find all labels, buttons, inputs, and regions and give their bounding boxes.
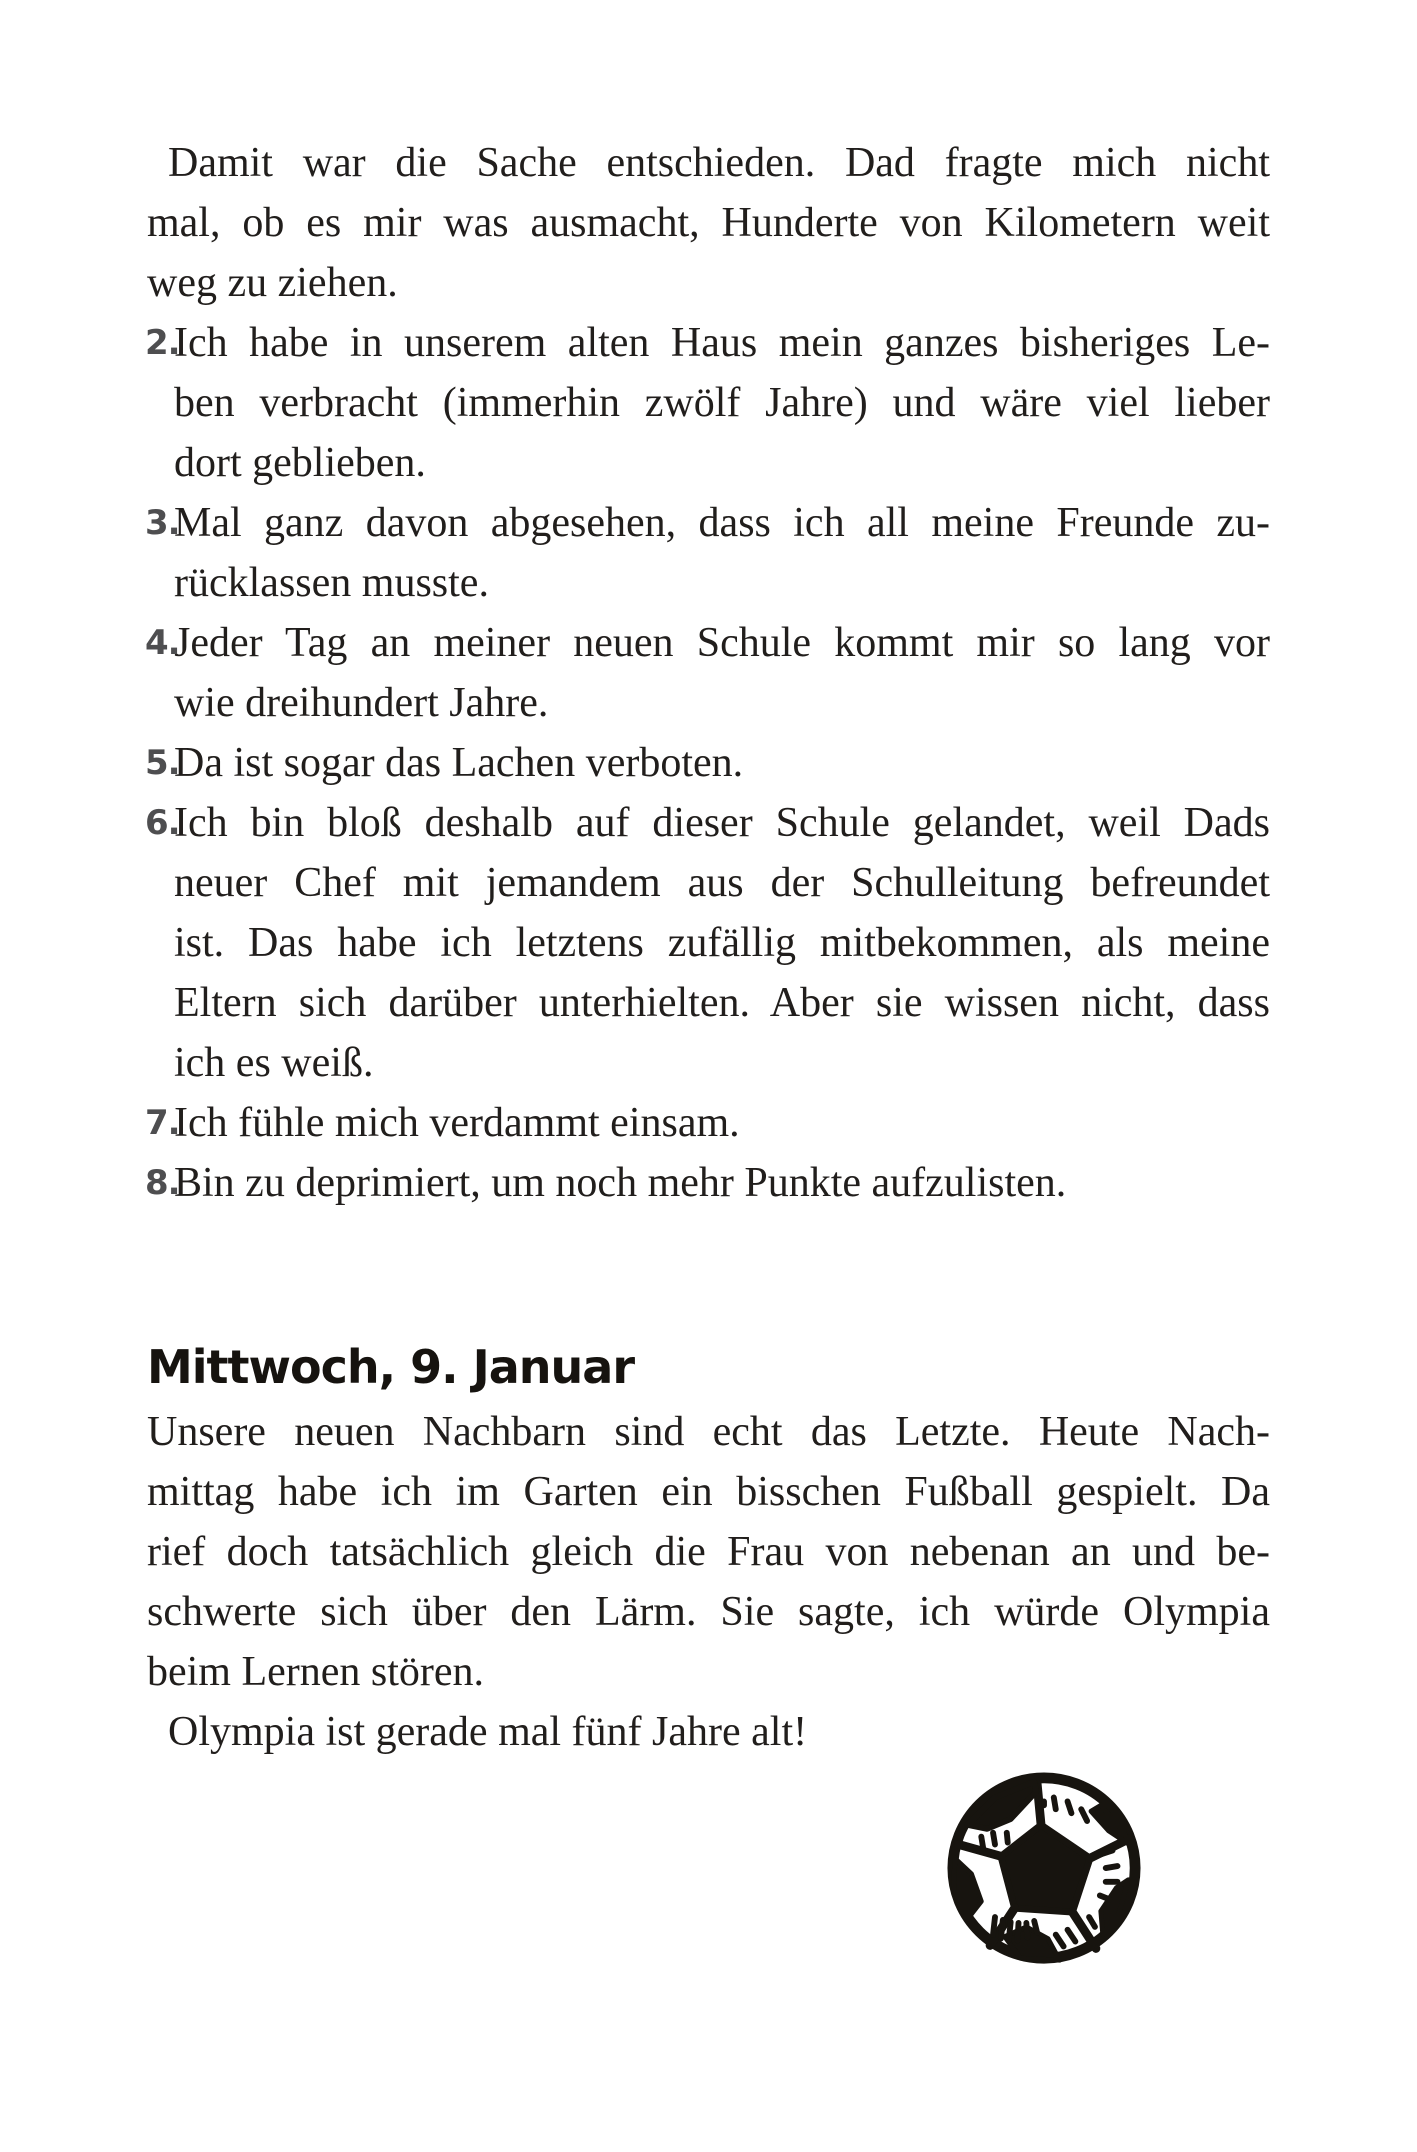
text-line: Ich fühle mich verdammt einsam.: [174, 1100, 740, 1146]
list-item-text: [174, 493, 1270, 613]
entry-paragraph: [147, 1402, 1270, 1702]
list-item-text: [174, 733, 1270, 793]
list-item: [147, 613, 1270, 733]
text-line: Da ist sogar das Lachen verboten.: [174, 740, 744, 786]
list-item: [147, 313, 1270, 493]
text-line: rücklassen musste.: [174, 560, 489, 606]
text-line: ich es weiß.: [174, 1040, 374, 1086]
list-item: [147, 1093, 1270, 1153]
list-item-text: [174, 613, 1270, 733]
text-line: Jeder Tag an meiner neuen Schule kommt mir so lang vor: [174, 620, 1270, 666]
opening-paragraph: [147, 133, 1270, 313]
soccer-ball-icon: [945, 1772, 1143, 1968]
text-line: Olympia ist gerade mal fünf Jahre alt!: [168, 1709, 808, 1755]
list-item: [147, 493, 1270, 613]
list-number: 7.: [145, 1103, 180, 1143]
text-line: Bin zu deprimiert, um noch mehr Punkte aufzulisten.: [174, 1160, 1067, 1206]
text-line: rief doch tatsächlich gleich die Frau von nebenan an und be-: [147, 1529, 1270, 1575]
soccer-ball-illustration: [945, 1772, 1143, 1968]
list-item-text: [174, 1153, 1270, 1213]
text-line: Damit war die Sache entschieden. Dad fragte mich nicht: [168, 140, 1270, 186]
text-line: neuer Chef mit jemandem aus der Schulleitung befreundet: [174, 860, 1270, 906]
page-text: [147, 133, 1270, 1762]
list-number: 4.: [145, 623, 180, 663]
list-item: [147, 793, 1270, 1093]
text-line: Mal ganz davon abgesehen, dass ich all meine Freunde zu-: [174, 500, 1270, 546]
text-line: beim Lernen stören.: [147, 1649, 485, 1695]
text-line: mal, ob es mir was ausmacht, Hunderte von Kilometern weit: [147, 200, 1270, 246]
list-number: 5.: [145, 743, 180, 783]
text-line: wie dreihundert Jahre.: [174, 680, 549, 726]
text-line: schwerte sich über den Lärm. Sie sagte, ich würde Olympia: [147, 1589, 1270, 1635]
numbered-list: [147, 313, 1270, 1213]
text-line: weg zu ziehen.: [147, 260, 398, 306]
text-line: Ich bin bloß deshalb auf dieser Schule gelandet, weil Dads: [174, 800, 1270, 846]
list-item-text: [174, 313, 1270, 493]
list-item-text: [174, 793, 1270, 1093]
closing-paragraph: [147, 1702, 1270, 1762]
text-line: Ich habe in unserem alten Haus mein ganzes bisheriges Le-: [174, 320, 1270, 366]
list-number: 3.: [145, 503, 180, 543]
list-item: [147, 733, 1270, 793]
text-line: ben verbracht (immerhin zwölf Jahre) und wäre viel lieber: [174, 380, 1270, 426]
text-line: Unsere neuen Nachbarn sind echt das Letzte. Heute Nach-: [147, 1409, 1270, 1455]
list-item-text: [174, 1093, 1270, 1153]
entry-heading: Mittwoch, 9. Januar: [147, 1340, 634, 1394]
text-line: Eltern sich darüber unterhielten. Aber sie wissen nicht, dass: [174, 980, 1270, 1026]
text-line: mittag habe ich im Garten ein bisschen Fußball gespielt. Da: [147, 1469, 1270, 1515]
text-line: ist. Das habe ich letztens zufällig mitbekommen, als meine: [174, 920, 1270, 966]
list-number: 8.: [145, 1163, 180, 1203]
list-item: [147, 1153, 1270, 1213]
text-line: dort geblieben.: [174, 440, 426, 486]
list-number: 6.: [145, 803, 180, 843]
list-number: 2.: [145, 323, 180, 363]
